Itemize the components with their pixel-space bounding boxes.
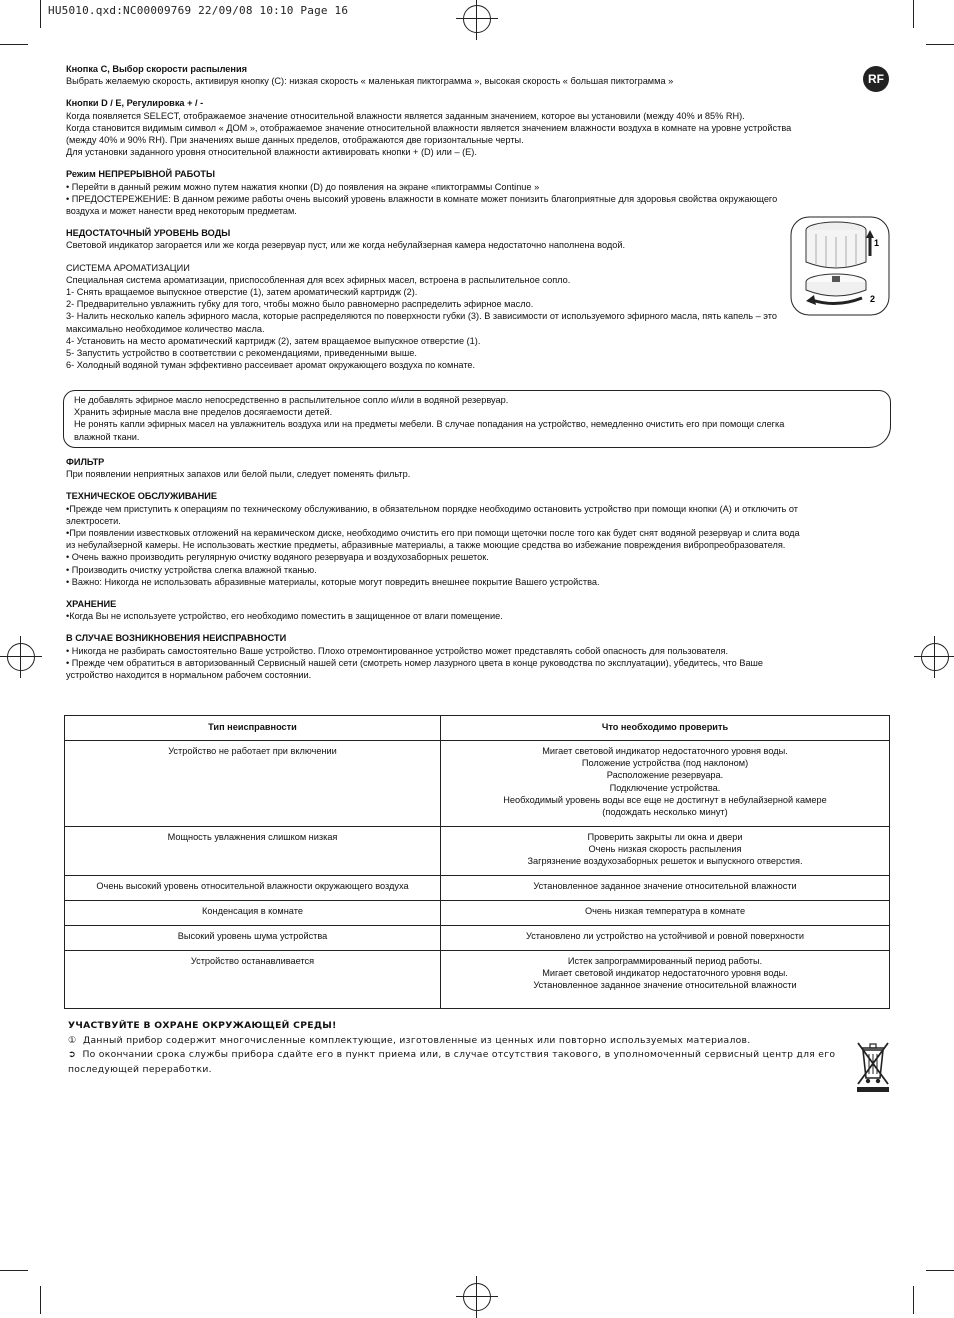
table-header-row — [65, 716, 890, 741]
checks-cell — [441, 901, 890, 926]
crop-mark — [926, 44, 954, 45]
section-line: воздуха и может нанести вред некоторым предметам. — [66, 206, 297, 217]
callout-2: 2 — [870, 294, 876, 304]
check-line: Установлено ли устройство на устойчивой и ровной поверхности — [525, 931, 805, 941]
section-text: Световой индикатор загорается или же когда резервуар пуст, или же когда небулайзерная камера недостаточно наполнена водой. — [66, 240, 626, 251]
section-line: • Прежде чем обратиться в авторизованный Сервисный нашей сети (смотреть номер лазурного цвета в конце руководства по эксплуатации), убедитесь, что Ваше — [66, 657, 764, 668]
section-title: ТЕХНИЧЕСКОЕ ОБСЛУЖИВАНИЕ — [66, 491, 218, 502]
callout-1: 1 — [874, 238, 880, 248]
section-buttons-de — [66, 97, 866, 158]
section-line: • Очень важно производить регулярную очистку водяного резервуара и воздухозаборных решеток. — [66, 552, 489, 563]
check-line: Положение устройства (под наклоном) — [581, 758, 749, 769]
fault-cell: Мощность увлажнения слишком низкая — [65, 827, 441, 876]
checks-cell — [441, 876, 890, 901]
table-row — [65, 901, 890, 926]
section-line: • ПРЕДОСТЕРЕЖЕНИЕ: В данном режиме работы очень высокий уровень влажности в комнате может понизить благоприятные для здоровья свойства окружающего — [66, 193, 778, 204]
warning-line: Хранить эфирные масла вне пределов досягаемости детей. — [74, 407, 333, 418]
checks-cell — [441, 951, 890, 1009]
section-line: •Прежде чем приступить к операциям по техническому обслуживанию, в обязательном порядке необходимо остановить устройство при помощи кнопки (A) и отключить от — [66, 503, 798, 514]
section-line: электросети. — [66, 515, 121, 526]
section-line: 3- Налить несколько капель эфирного масла, которые распределяются по поверхности губки (3). В зависимости от используемого эфирного масла, пять капель – это — [66, 311, 777, 322]
section-storage — [66, 598, 886, 622]
section-title: Кнопки D / E, Регулировка + / - — [66, 98, 204, 109]
section-text: При появлении неприятных запахов или белой пыли, следует поменять фильтр. — [66, 469, 411, 480]
section-line: •При появлении известковых отложений на керамическом диске, необходимо очистить его при помощи щеточки после того как будет снят водяной резервуар и слита вода — [66, 528, 800, 539]
section-continuous — [66, 168, 866, 217]
crop-mark — [926, 1270, 954, 1271]
crop-mark — [913, 1286, 914, 1314]
check-line: Очень низкая температура в комнате — [584, 906, 746, 916]
environment-text: Данный прибор содержит многочисленные комплектующие, изготовленные из ценных или повторно используемых материалов. — [83, 1034, 751, 1046]
section-low-water — [66, 227, 866, 251]
check-line: Истек запрограммированный период работы. — [567, 956, 763, 966]
table-row — [65, 926, 890, 951]
section-title: ХРАНЕНИЕ — [66, 599, 117, 610]
environment-section — [68, 1019, 848, 1077]
check-line: Расположение резервуара. — [606, 770, 724, 781]
language-badge: RF — [863, 66, 889, 92]
section-title: В СЛУЧАЕ ВОЗНИКНОВЕНИЯ НЕИСПРАВНОСТИ — [66, 633, 287, 644]
print-slug: HU5010.qxd:NC00009769 22/09/08 10:10 Page 16 — [48, 4, 349, 17]
arrow-icon: ➲ — [68, 1049, 76, 1061]
info-icon: ① — [68, 1034, 77, 1046]
check-line: Необходимый уровень воды все еще не достигнут в небулайзерной камере — [503, 794, 827, 805]
column-header: Тип неисправности — [65, 716, 441, 741]
checks-cell — [441, 926, 890, 951]
section-maintenance — [66, 490, 886, 588]
instructions-body-2 — [66, 456, 886, 691]
fault-cell: Устройство останавливается — [65, 951, 441, 1009]
table-row — [65, 876, 890, 901]
section-text: Выбрать желаемую скорость, активируя кнопку (С): низкая скорость « маленькая пиктограмма », высокая скорость « большая пиктограмма » — [66, 76, 674, 87]
section-line: • Важно: Никогда не использовать абразивные материалы, которые могут повредить внешнее покрытие Вашего устройства. — [66, 576, 600, 587]
section-line: максимально необходимое количество масла. — [66, 323, 265, 334]
check-line: Очень низкая скорость распыления — [588, 844, 742, 855]
section-title: ФИЛЬТР — [66, 457, 105, 467]
environment-line: последующей переработки. — [68, 1063, 212, 1075]
section-speed — [66, 63, 866, 87]
section-line: Когда появляется SELECT, отображаемое значение относительной влажности является заданным значением, которое вы установили (между 40% и 85% RH). — [66, 110, 745, 121]
registration-mark — [921, 643, 949, 671]
table-row — [65, 827, 890, 876]
warning-line: Не ронять капли эфирных масел на увлажнитель воздуха или на предметы мебели. В случае попадания на устройство, немедленно очистить его при помощи слегка — [74, 419, 785, 430]
section-title: НЕДОСТАТОЧНЫЙ УРОВЕНЬ ВОДЫ — [66, 228, 231, 239]
troubleshooting-table — [64, 715, 890, 1009]
section-line: • Перейти в данный режим можно путем нажатия кнопки (D) до появления на экране «пиктограммы Continue » — [66, 181, 540, 192]
crop-mark — [0, 1270, 28, 1271]
aroma-cartridge-illustration — [790, 216, 890, 316]
crop-mark — [0, 44, 28, 45]
warning-line: Не добавлять эфирное масло непосредственно в распылительное сопло и/или в водяной резервуар. — [74, 395, 509, 405]
fault-cell: Очень высокий уровень относительной влажности окружающего воздуха — [65, 876, 441, 901]
section-line: из небулайзерной камеры. Не использовать жесткие предметы, абразивные материалы, а также моющие средства во избежание повреждения вибропреобразователя. — [66, 540, 786, 551]
fault-cell: Устройство не работает при включении — [65, 741, 441, 827]
registration-mark — [463, 5, 491, 33]
section-title: Режим НЕПРЕРЫВНОЙ РАБОТЫ — [66, 169, 216, 180]
crop-mark — [913, 0, 914, 28]
fault-cell: Высокий уровень шума устройства — [65, 926, 441, 951]
check-line: Установленное заданное значение относительной влажности — [533, 980, 797, 991]
section-line: 6- Холодный водяной туман эффективно рассеивает аромат окружающего воздуха по комнате. — [66, 360, 476, 371]
section-faults — [66, 632, 886, 681]
registration-mark — [463, 1283, 491, 1311]
environment-line — [68, 1048, 848, 1063]
check-line: (подождать несколько минут) — [602, 807, 728, 818]
section-line: (между 40% и 90% RH). При значениях выше данных пределов, отображаются две горизонтальные черты. — [66, 135, 524, 146]
section-text: •Когда Вы не используете устройство, его необходимо поместить в защищенное от влаги помещение. — [66, 611, 503, 622]
checks-cell — [441, 741, 890, 827]
section-line: 5- Запустить устройство в соответствии с рекомендациями, приведенными выше. — [66, 348, 417, 359]
environment-line — [68, 1034, 848, 1049]
section-line: • Никогда не разбирать самостоятельно Ваше устройство. Плохо отремонтированное устройство может представлять собой опасность для пользователя. — [66, 645, 729, 656]
checks-cell — [441, 827, 890, 876]
section-aroma — [66, 262, 866, 372]
crop-mark — [40, 0, 41, 28]
check-line: Загрязнение воздухозаборных решеток и выпускного отверстия. — [527, 856, 803, 867]
warning-text — [74, 394, 864, 443]
section-line: Когда становится видимым символ « ДОМ », отображаемое значение относительной влажности является значением влажности воздуха в комнате на уровне устройства — [66, 122, 792, 133]
section-title: СИСТЕМА АРОМАТИЗАЦИИ — [66, 262, 190, 273]
check-line: Установленное заданное значение относительной влажности — [533, 881, 797, 891]
table-row — [65, 951, 890, 1009]
section-line: Специальная система ароматизации, приспособленная для всех эфирных масел, встроена в распылительное сопло. — [66, 274, 571, 285]
environment-text: По окончании срока службы прибора сдайте его в пункт приема или, в случае отсутствия такового, в уполномоченный сервисный центр для его — [82, 1049, 836, 1061]
section-line: 2- Предварительно увлажнить губку для того, чтобы можно было равномерно распределить эфирное масло. — [66, 299, 534, 310]
section-line: 1- Снять вращаемое выпускное отверстие (1), затем ароматический картридж (2). — [66, 287, 418, 298]
section-filter — [66, 456, 886, 480]
section-line: • Производить очистку устройства слегка влажной тканью. — [66, 564, 317, 575]
crop-mark — [40, 1286, 41, 1314]
section-line: Для установки заданного уровня относительной влажности активировать кнопки + (D) или – (E). — [66, 147, 477, 158]
weee-bin-icon — [855, 1040, 891, 1092]
warning-line: влажной ткани. — [74, 431, 140, 442]
registration-mark — [7, 643, 35, 671]
check-line: Подключение устройства. — [609, 782, 721, 793]
section-title: Кнопка C, Выбор скорости распыления — [66, 64, 247, 74]
check-line: Мигает световой индикатор недостаточного уровня воды. — [542, 968, 788, 979]
instructions-body — [66, 63, 866, 381]
column-header: Что необходимо проверить — [441, 716, 890, 741]
check-line: Проверить закрыты ли окна и двери — [587, 832, 743, 842]
environment-title: УЧАСТВУЙТЕ В ОХРАНЕ ОКРУЖАЮЩЕЙ СРЕДЫ! — [68, 1020, 337, 1031]
section-line: 4- Установить на место ароматический картридж (2), затем вращаемое выпускное отверстие (1). — [66, 335, 481, 346]
table-row — [65, 741, 890, 827]
section-line: устройство находится в нормальном рабочем состоянии. — [66, 670, 312, 681]
fault-cell: Конденсация в комнате — [65, 901, 441, 926]
check-line: Мигает световой индикатор недостаточного уровня воды. — [542, 746, 788, 756]
